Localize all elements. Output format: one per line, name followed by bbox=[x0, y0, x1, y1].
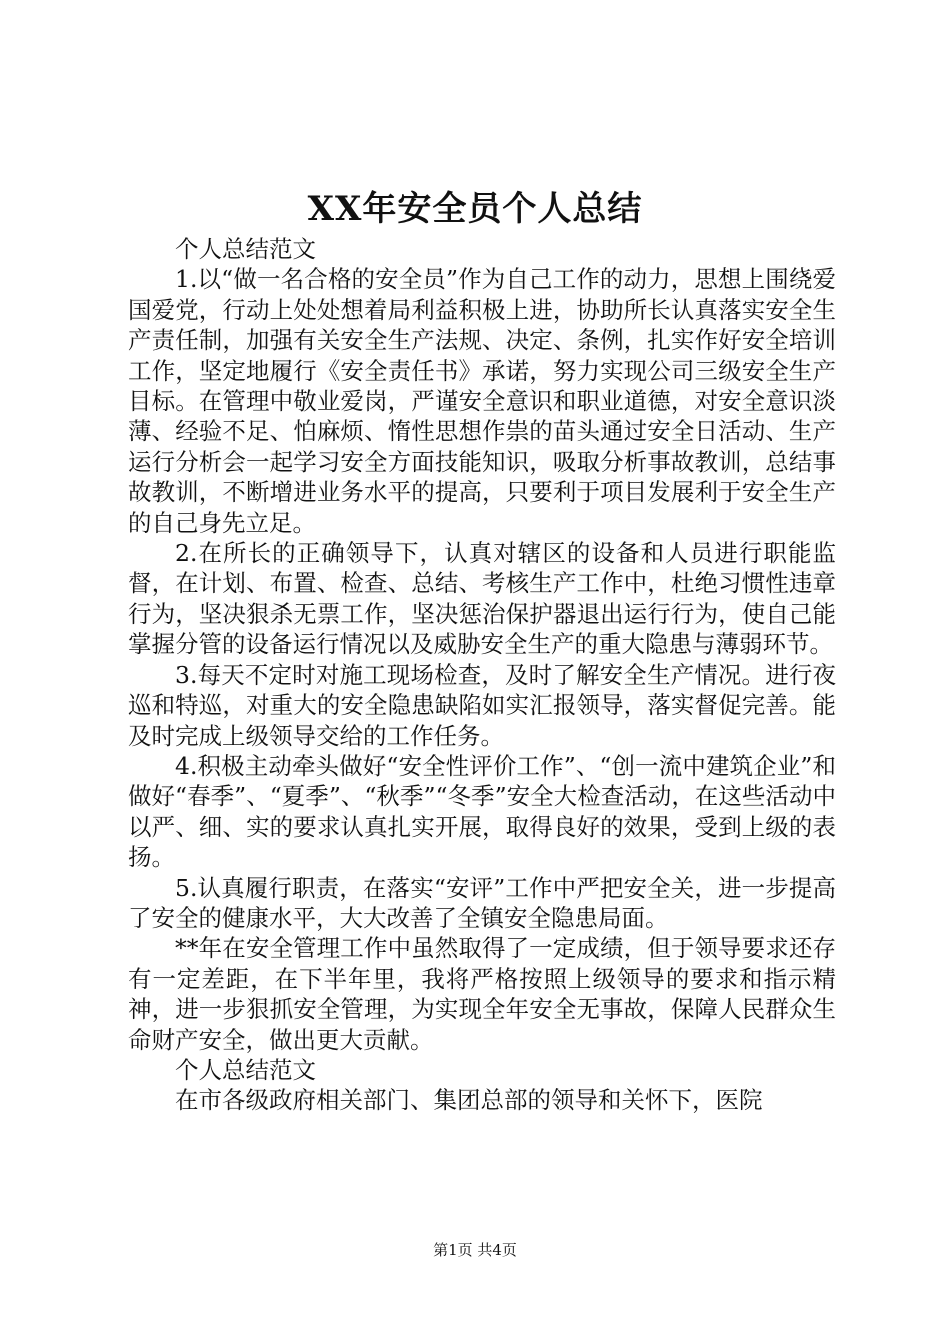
paragraph: 4.积极主动牵头做好“安全性评价工作”、“创一流中建筑企业”和做好“春季”、“夏季”、“秋季”“冬季”安全大检查活动，在这些活动中以严、细、实的要求认真扎实开展，取得良好的效果，受到上级的表扬。 bbox=[128, 751, 836, 872]
paragraph: 在市各级政府相关部门、集团总部的领导和关怀下，医院 bbox=[175, 1086, 763, 1115]
paragraph: 2.在所长的正确领导下，认真对辖区的设备和人员进行职能监督，在计划、布置、检查、总结、考核生产工作中，杜绝习惯性违章行为，坚决狠杀无票工作，坚决惩治保护器退出运行行为，使自己能掌握分管的设备运行情况以及威胁安全生产的重大隐患与薄弱环节。 bbox=[128, 539, 836, 659]
paragraph: 3.每天不定时对施工现场检查，及时了解安全生产情况。进行夜巡和特巡，对重大的安全隐患缺陷如实汇报领导，落实督促完善。能及时完成上级领导交给的工作任务。 bbox=[128, 660, 836, 750]
document-body bbox=[128, 234, 836, 1116]
document-title: XX年安全员个人总结 bbox=[307, 189, 643, 229]
section-heading: 个人总结范文 bbox=[175, 235, 316, 263]
paragraph: 5.认真履行职责，在落实“安评”工作中严把安全关，进一步提高了安全的健康水平，大大改善了全镇安全隐患局面。 bbox=[128, 873, 836, 932]
paragraph: 1.以“做一名合格的安全员”作为自己工作的动力，思想上围绕爱国爱党，行动上处处想着局利益积极上进，协助所长认真落实安全生产责任制，加强有关安全生产法规、决定、条例，扎实作好安全培训工作，坚定地履行《安全责任书》承诺，努力实现公司三级安全生产目标。在管理中敬业爱岗，严谨安全意识和职业道德，对安全意识淡薄、经验不足、怕麻烦、惰性思想作祟的苗头通过安全日活动、生产运行分析会一起学习安全方面技能知识，吸取分析事故教训，总结事故教训，不断增进业务水平的提高，只要利于项目发展利于安全生产的自己身先立足。 bbox=[128, 265, 836, 537]
section-heading: 个人总结范文 bbox=[175, 1055, 316, 1084]
page-footer: 第1页 共4页 bbox=[433, 1241, 517, 1259]
paragraph: **年在安全管理工作中虽然取得了一定成绩，但于领导要求还存有一定差距，在下半年里，我将严格按照上级领导的要求和指示精神，进一步狠抓安全管理，为实现全年安全无事故，保障人民群众生命财产安全，做出更大贡献。 bbox=[128, 934, 836, 1054]
